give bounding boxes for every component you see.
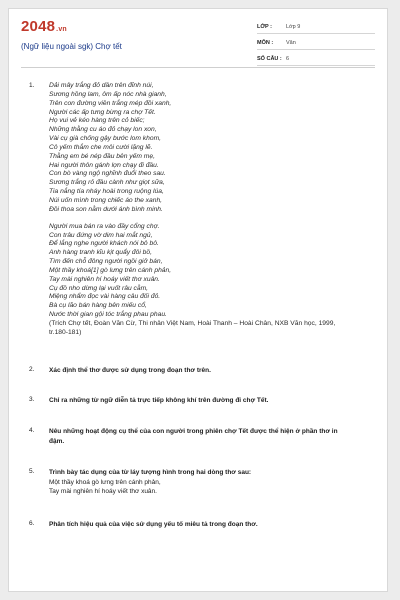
poem-stanza-2 (49, 223, 373, 320)
question-5 (21, 468, 373, 497)
meta-label: MÔN : (257, 39, 274, 46)
question-6 (21, 520, 373, 530)
meta-value: 6 (286, 55, 290, 62)
question-number: 6. (29, 520, 35, 527)
poem-line: Những thằng cu áo đỏ chạy lon xon, (49, 126, 157, 134)
question-number: 3. (29, 396, 35, 403)
question-number: 5. (29, 468, 35, 475)
poem-line: Sương hồng lam, ôm ấp nóc nhà gianh, (49, 90, 167, 98)
poem-line: Tia nắng tía nháy hoài trong ruộng lúa, (49, 188, 164, 196)
header (9, 9, 387, 67)
meta-row-class (257, 20, 375, 34)
citation-line: tr.180-181) (49, 328, 82, 336)
poem-line: Nước thời gian gội tóc trắng phau phau. (49, 311, 167, 319)
question-text: Xác định thể thơ được sử dụng trong đoạn thơ trên. (49, 367, 211, 374)
poem-line: Bà cụ lão bán hàng bên miếu cổ, (49, 302, 147, 310)
question-5-body (49, 468, 373, 497)
meta-value: Văn (286, 39, 296, 46)
question-number: 1. (29, 82, 35, 89)
poem-line: Người mua bán ra vào đầy cổng chợ. (49, 222, 160, 230)
poem-line: Vài cụ già chống gậy bước lom khom, (49, 135, 161, 143)
poem-line: Người các ấp tưng bừng ra chợ Tết. (49, 108, 156, 116)
meta-row-count (257, 52, 375, 66)
question-text: Phân tích hiệu quả của việc sử dụng yếu tố miêu tả trong đoạn thơ. (49, 521, 258, 528)
meta-label: SỐ CÂU : (257, 55, 282, 62)
logo-suffix: .vn (56, 26, 67, 33)
poem-line: Hai người thôn gánh lợn chạy đi đầu. (49, 161, 159, 169)
question-number: 4. (29, 427, 35, 434)
question-text (49, 427, 373, 446)
question-2 (21, 366, 373, 376)
meta-row-subject (257, 36, 375, 50)
document-title: (Ngữ liệu ngoài sgk) Chợ tết (21, 42, 122, 51)
poem-line: Tìm đến chỗ đông người ngồi giở bán, (49, 258, 163, 266)
poem-line: Dải mây trắng đỏ dần trên đỉnh núi, (49, 82, 154, 89)
poem-line: Anh hàng tranh kĩu kịt quẩy đôi bồ, (49, 249, 152, 257)
poem-line: Con bò vàng ngộ nghĩnh đuổi theo sau. (49, 170, 166, 178)
poem-line: Tay mài nghiên hí hoáy viết thơ xuân. (49, 275, 160, 283)
poem-line: Cụ đồ nho dừng lại vuốt râu cằm, (49, 284, 149, 292)
poem-line: Để lắng nghe người khách nói bô bô. (49, 240, 159, 248)
poem-line: Núi uốn mình trong chiếc áo the xanh, (49, 196, 163, 204)
poem-line: Miệng nhẩm đọc vài hàng câu đối đỏ. (49, 293, 161, 301)
site-logo[interactable] (21, 18, 67, 35)
quoted-verse-line: Một thầy khoá gò lưng trên cánh phản, (49, 478, 161, 486)
question-1-body (49, 82, 373, 338)
meta-label: LỚP : (257, 23, 272, 30)
citation (49, 320, 373, 338)
poem-line: Sương trắng rỏ đầu cành như giọt sữa, (49, 179, 165, 187)
question-3 (21, 396, 373, 406)
poem-line: Thằng em bé nép đầu bên yếm mẹ, (49, 152, 155, 160)
question-text: Chỉ ra những từ ngữ diễn tả trực tiếp không khí trên đường đi chợ Tết. (49, 397, 269, 404)
poem-line: Trên con đường viền trắng mép đồi xanh, (49, 99, 172, 107)
question-text: Trình bày tác dụng của từ láy tượng hình trong hai dòng thơ sau: (49, 469, 252, 476)
document-page (8, 8, 388, 592)
meta-info (257, 20, 375, 68)
poem-stanza-1 (49, 82, 373, 215)
poem-line: Con trâu đứng vờ dim hai mắt ngủ, (49, 231, 153, 239)
poem-line: Một thầy khoá[1] gò lưng trên cánh phản, (49, 266, 172, 274)
poem-line: Cô yếm thắm che môi cười lặng lẽ. (49, 143, 153, 151)
meta-value: Lớp 9 (286, 23, 301, 30)
header-divider (21, 67, 375, 68)
poem-line: Đồi thoa son nằm dưới ánh bình minh. (49, 205, 163, 213)
question-4 (21, 427, 373, 446)
logo-text: 2048 (21, 18, 56, 35)
question-1 (21, 82, 373, 338)
citation-line: (Trích Chợ tết, Đoàn Văn Cừ, Thi nhân Việt Nam, Hoài Thanh – Hoài Chân, NXB Văn học, 1999, (49, 319, 336, 327)
question-text-line: Nêu những hoạt động cụ thể của con người trong phiên chợ Tết được thể hiện ở phần thơ in (49, 428, 338, 435)
poem-line: Họ vui vẻ kéo hàng trên cỏ biếc; (49, 117, 145, 125)
quoted-verse-line: Tay mài nghiên hí hoáy viết thơ xuân. (49, 488, 157, 495)
question-text-line: đậm. (49, 437, 65, 445)
question-number: 2. (29, 366, 35, 373)
